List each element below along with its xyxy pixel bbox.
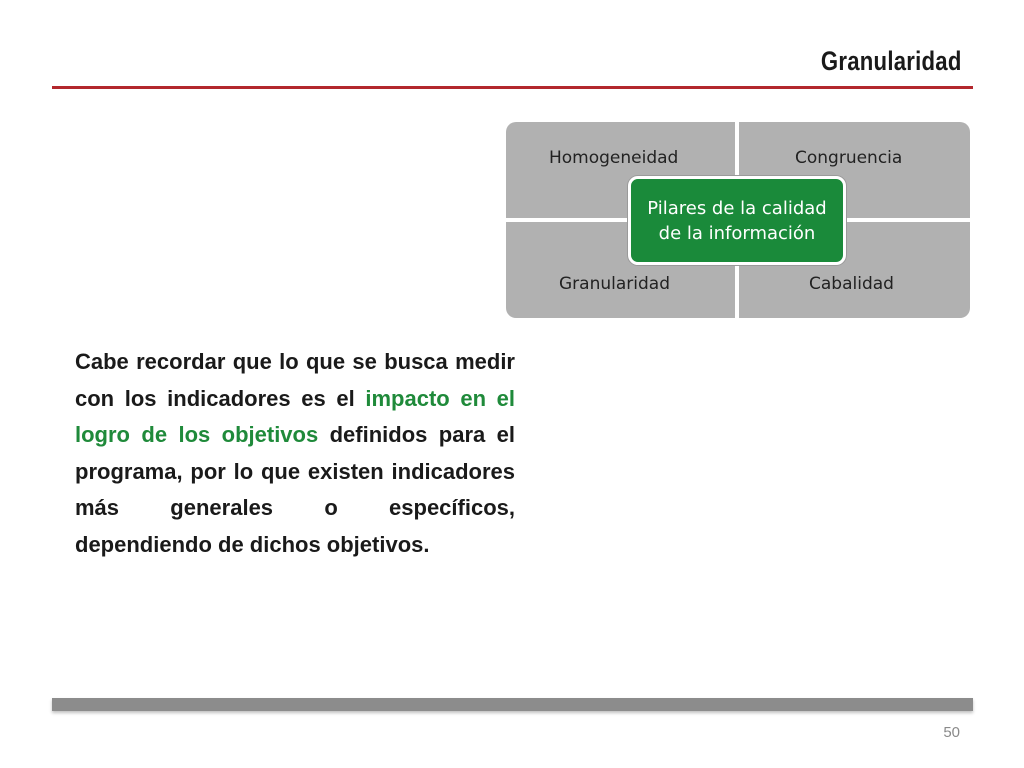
pillar-label: Congruencia	[795, 148, 903, 168]
footer-bar	[52, 698, 973, 711]
body-text-part2: definidos para el programa, por lo que existen indicadores más generales o específicos, dependiendo de dichos objetivos.	[75, 422, 516, 557]
pillar-label: Homogeneidad	[549, 148, 679, 168]
center-label-line1: Pilares de la calidad	[647, 197, 827, 219]
center-box	[628, 176, 846, 265]
slide-title: Granularidad	[821, 46, 962, 76]
body-text-part1: Cabe recordar que lo que se busca medir con los indicadores es el	[75, 349, 515, 411]
body-highlight: impacto en el logro de los objetivos	[75, 385, 516, 447]
pillar-label: Granularidad	[559, 274, 670, 294]
center-label-line2: de la información	[658, 222, 816, 244]
body-paragraph	[75, 344, 515, 563]
pillar-label: Cabalidad	[809, 274, 894, 294]
title-divider	[52, 86, 973, 89]
page-number: 50	[943, 724, 960, 741]
quality-pillars-diagram	[506, 122, 970, 318]
